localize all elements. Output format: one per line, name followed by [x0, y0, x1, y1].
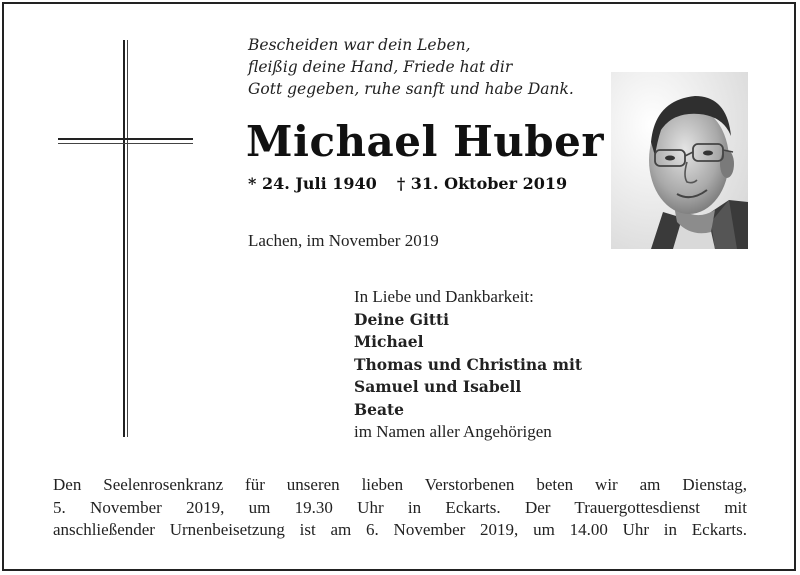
- mourner-name: Michael: [354, 332, 424, 351]
- mourner-name: Beate: [354, 399, 405, 419]
- notice-line: anschließender Urnenbeisetzung ist am 6. November 2019, um 14.00 Uhr in Eckarts.: [53, 520, 747, 539]
- mourner-name: Deine Gitti: [354, 309, 450, 329]
- place-and-date: Lachen, im November 2019: [248, 231, 439, 250]
- memorial-verse: [248, 34, 588, 100]
- life-dates: [248, 174, 567, 193]
- mourner-name: Thomas und Christina mit: [354, 354, 583, 374]
- deceased-name: Michael Huber: [246, 117, 605, 166]
- mourners-closing: im Namen aller Angehörigen: [354, 422, 552, 441]
- mourners-intro: In Liebe und Dankbarkeit:: [354, 287, 534, 306]
- verse-line: Gott gegeben, ruhe sanft und habe Dank.: [248, 80, 574, 98]
- notice-line: Den Seelenrosenkranz für unseren lieben Verstorbenen beten wir am Dienstag,: [53, 475, 747, 494]
- portrait-photo: [611, 72, 748, 249]
- death-date: † 31. Oktober 2019: [396, 174, 568, 193]
- birth-date: * 24. Juli 1940: [248, 174, 377, 193]
- verse-line: Bescheiden war dein Leben,: [248, 36, 471, 54]
- service-notice: [53, 474, 747, 542]
- verse-line: fleißig deine Hand, Friede hat dir: [248, 58, 513, 76]
- mourner-name: Samuel und Isabell: [354, 377, 522, 396]
- mourners-list: [354, 286, 674, 444]
- notice-line: 5. November 2019, um 19.30 Uhr in Eckarts. Der Trauergottesdienst mit: [53, 497, 747, 517]
